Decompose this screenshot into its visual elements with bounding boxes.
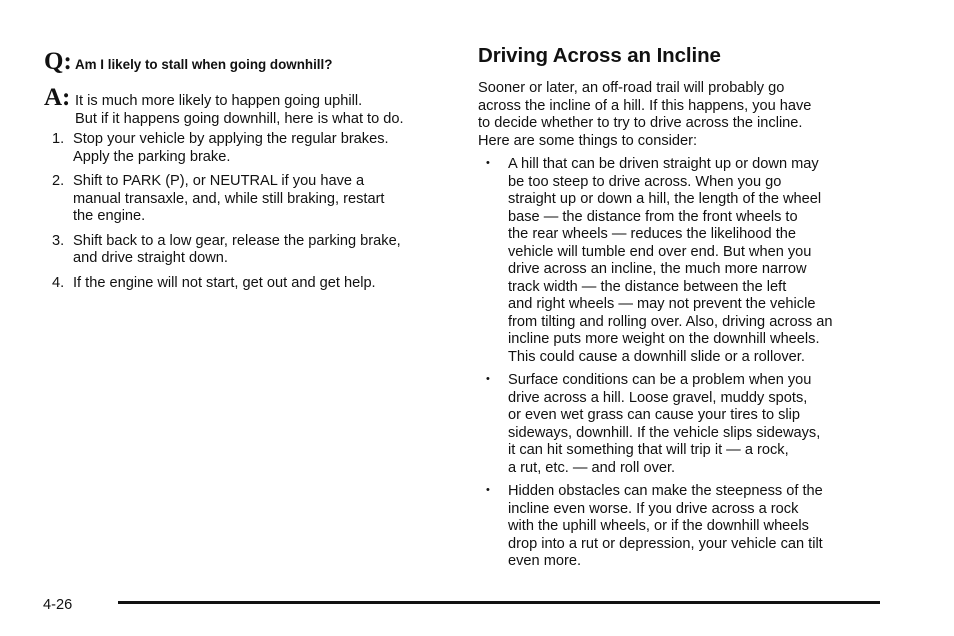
step-text [73,131,389,166]
step-item [52,131,452,166]
bullet-line: track width — the distance between the left [508,278,787,295]
step-text [73,173,384,226]
step-item [52,173,452,226]
bullet-text [508,372,820,477]
bullet-line: incline puts more weight on the downhill wheels. [508,331,820,347]
bullet-icon: • [486,484,490,496]
step-line: and drive straight down. [73,250,228,266]
step-line: Shift back to a low gear, release the parking brake, [73,232,401,249]
step-line: Apply the parking brake. [73,148,231,165]
bullet-line: drop into a rut or depression, your vehicle can tilt [508,535,823,552]
bullet-line: or even wet grass can cause your tires to slip [508,407,801,423]
answer-marker: A: [44,84,71,111]
step-number: 1. [52,131,65,147]
bullet-icon: • [486,373,490,385]
bullet-text [508,156,832,366]
bullet-line: and right wheels — may not prevent the vehicle [508,296,816,312]
footer-divider [118,601,880,604]
step-text [73,275,376,293]
bullet-line: base — the distance from the front wheels to [508,208,798,225]
bullet-line: drive across an incline, the much more narrow [508,261,807,277]
step-line: Stop your vehicle by applying the regular brakes. [73,131,389,147]
bullet-line: from tilting and rolling over. Also, driving across an [508,313,833,330]
step-line: If the engine will not start, get out and get help. [73,274,376,291]
question-marker: Q: [44,48,72,75]
considerations-list [478,156,878,577]
stall-steps-list [52,131,452,299]
bullet-line: a rut, etc. — and roll over. [508,459,676,476]
bullet-line: it can hit something that will trip it — a rock, [508,442,789,458]
page-number: 4-26 [43,597,73,613]
bullet-line: Surface conditions can be a problem when you [508,372,812,388]
bullet-icon: • [486,157,490,169]
bullet-line: be too steep to drive across. When you go [508,173,782,190]
bullet-item [478,372,878,477]
bullet-item [478,483,878,571]
bullet-line: vehicle will tumble end over end. But when you [508,243,812,260]
intro-line: Here are some things to consider: [478,132,698,149]
bullet-item [478,156,878,366]
intro-line: across the incline of a hill. If this happens, you have [478,97,812,114]
bullet-line: sideways, downhill. If the vehicle slips sideways, [508,424,821,441]
bullet-line: Hidden obstacles can make the steepness of the [508,483,823,499]
question-row [44,48,333,75]
step-number: 4. [52,274,65,291]
bullet-text [508,483,823,571]
bullet-line: drive across a hill. Loose gravel, muddy spots, [508,389,808,406]
step-number: 2. [52,173,65,189]
step-text [73,233,401,268]
step-line: the engine. [73,208,146,224]
answer-line: But if it happens going downhill, here is what to do. [75,110,404,127]
answer-text [75,93,404,128]
step-line: Shift to PARK (P), or NEUTRAL if you have a [73,173,365,189]
intro-line: Sooner or later, an off-road trail will probably go [478,80,785,96]
bullet-line: even more. [508,553,582,569]
step-item [52,275,452,293]
intro-line: to decide whether to try to drive across the incline. [478,115,803,131]
intro-paragraph [478,80,878,150]
answer-line: It is much more likely to happen going uphill. [75,93,363,109]
bullet-line: the rear wheels — reduces the likelihood the [508,226,796,242]
bullet-line: A hill that can be driven straight up or down may [508,156,819,172]
bullet-line: straight up or down a hill, the length of the wheel [508,191,822,207]
bullet-line: with the uphill wheels, or if the downhill wheels [508,518,809,534]
answer-row [44,84,404,128]
bullet-line: incline even worse. If you drive across a rock [508,500,799,517]
section-heading: Driving Across an Incline [478,44,721,67]
step-item [52,233,452,268]
bullet-line: This could cause a downhill slide or a rollover. [508,348,805,365]
question-text: Am I likely to stall when going downhill? [75,57,333,72]
step-line: manual transaxle, and, while still braking, restart [73,190,385,207]
step-number: 3. [52,232,65,249]
